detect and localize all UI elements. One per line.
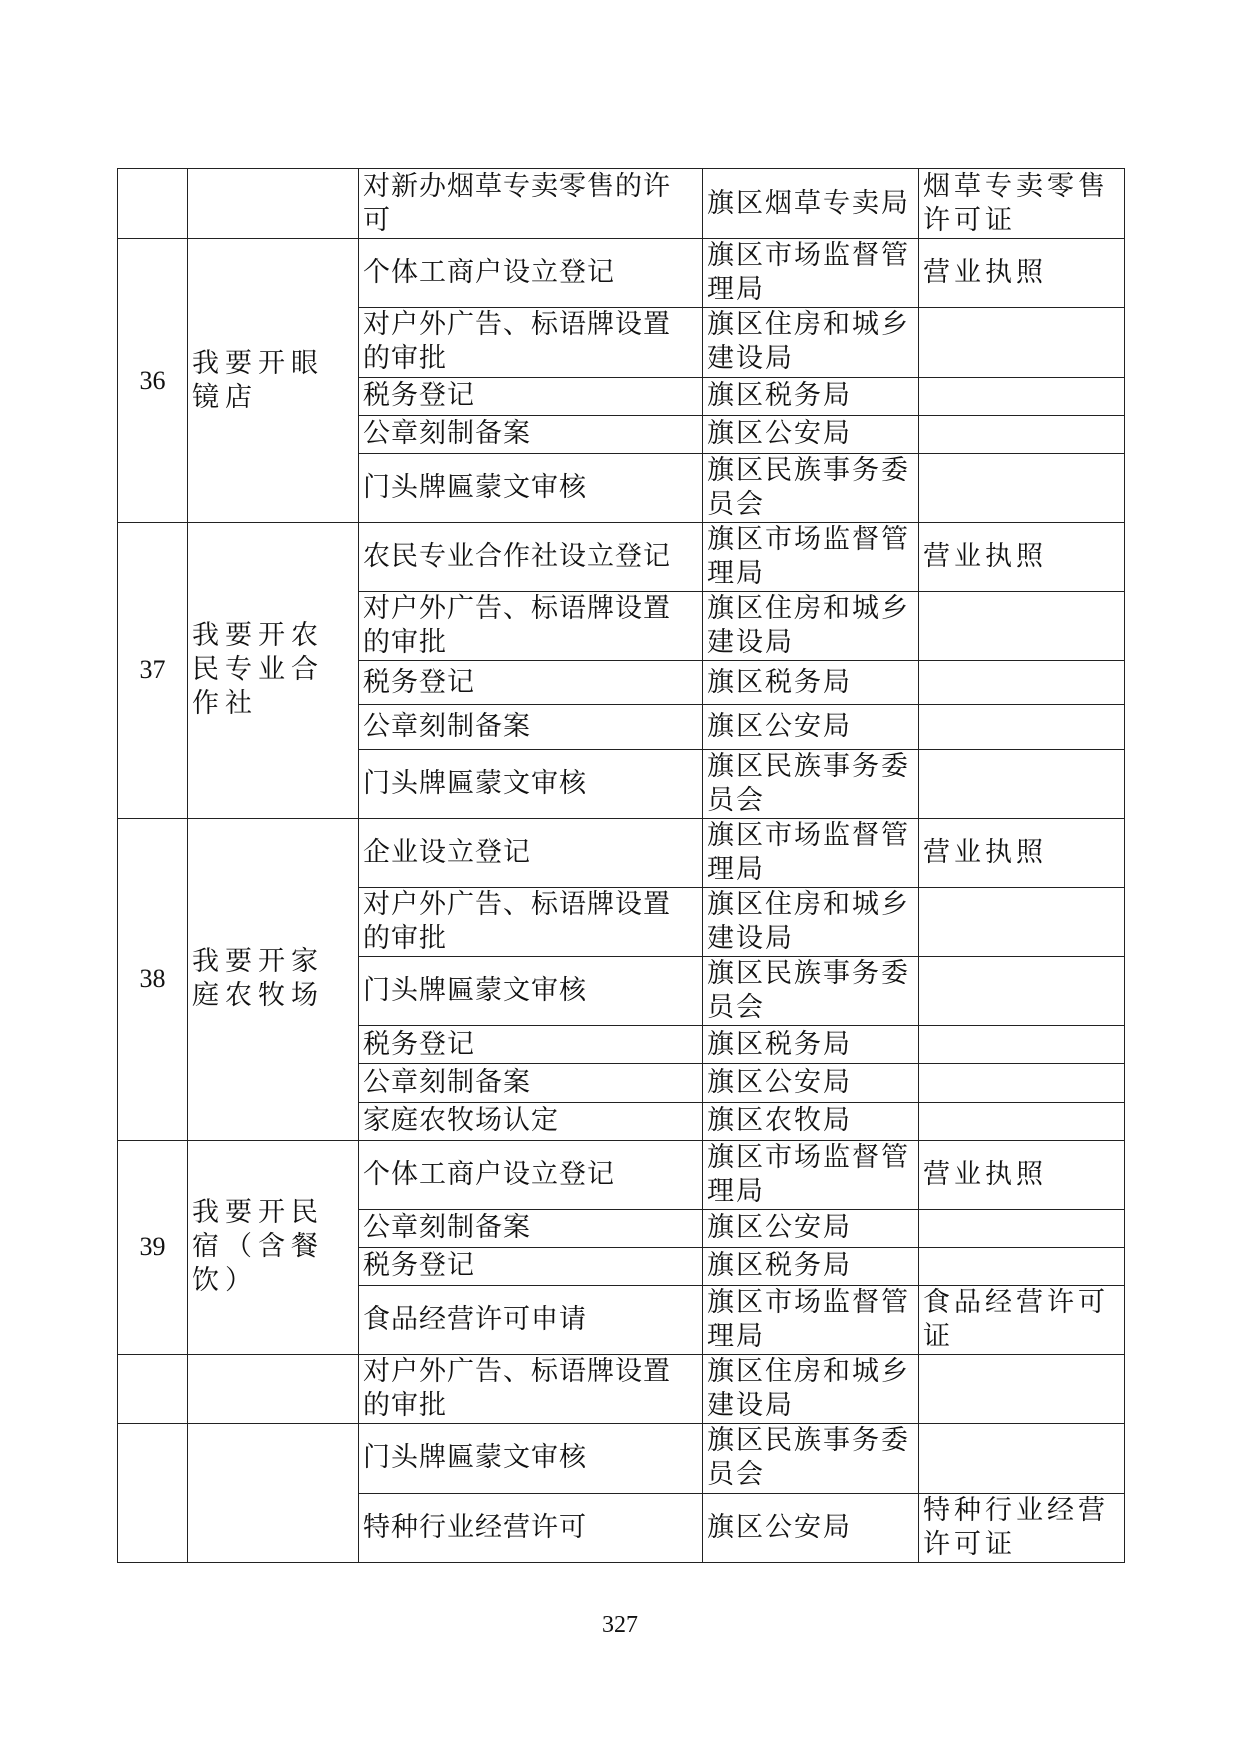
department-cell: 旗区公安局 [703,1064,919,1102]
license-cell [919,1026,1125,1064]
table-row [118,169,1125,239]
page-number: 327 [602,1612,638,1638]
department-cell: 旗区市场监督管理局 [703,818,919,887]
item-cell: 对户外广告、标语牌设置的审批 [359,308,703,377]
license-cell: 营业执照 [919,818,1125,887]
item-cell: 公章刻制备案 [359,1209,703,1247]
scenario-cell [188,1424,359,1563]
department-cell: 旗区市场监督管理局 [703,239,919,308]
scenario-cell: 我要开民宿（含餐饮） [188,1140,359,1355]
scenario-cell [188,1355,359,1424]
license-cell [919,308,1125,377]
license-cell [919,1102,1125,1140]
department-cell: 旗区公安局 [703,1209,919,1247]
scenario-cell: 我要开农民专业合作社 [188,522,359,818]
license-cell: 特种行业经营许可证 [919,1493,1125,1562]
license-cell [919,887,1125,956]
row-number: 37 [118,522,188,818]
department-cell: 旗区烟草专卖局 [703,169,919,239]
table-row [118,1355,1125,1424]
license-cell [919,1355,1125,1424]
department-cell: 旗区税务局 [703,1247,919,1285]
scenario-cell: 我要开眼镜店 [188,239,359,523]
license-cell: 营业执照 [919,1140,1125,1209]
row-number: 36 [118,239,188,523]
license-cell: 食品经营许可证 [919,1285,1125,1354]
scenario-cell: 我要开家庭农牧场 [188,818,359,1140]
row-number [118,169,188,239]
item-cell: 对新办烟草专卖零售的许可 [359,169,703,239]
license-cell [919,1424,1125,1493]
item-cell: 对户外广告、标语牌设置的审批 [359,592,703,661]
department-cell: 旗区民族事务委员会 [703,1424,919,1493]
license-cell [919,705,1125,749]
item-cell: 个体工商户设立登记 [359,239,703,308]
item-cell: 特种行业经营许可 [359,1493,703,1562]
item-cell: 农民专业合作社设立登记 [359,522,703,591]
item-cell: 税务登记 [359,1026,703,1064]
table-row [118,1424,1125,1493]
license-cell [919,1209,1125,1247]
department-cell: 旗区民族事务委员会 [703,453,919,522]
item-cell: 公章刻制备案 [359,415,703,453]
item-cell: 税务登记 [359,377,703,415]
department-cell: 旗区民族事务委员会 [703,957,919,1026]
license-cell [919,453,1125,522]
row-number: 39 [118,1140,188,1355]
item-cell: 公章刻制备案 [359,705,703,749]
table-row [118,818,1125,887]
department-cell: 旗区农牧局 [703,1102,919,1140]
item-cell: 食品经营许可申请 [359,1285,703,1354]
department-cell: 旗区民族事务委员会 [703,749,919,818]
department-cell: 旗区住房和城乡建设局 [703,308,919,377]
item-cell: 公章刻制备案 [359,1064,703,1102]
row-number [118,1424,188,1563]
license-cell [919,592,1125,661]
license-cell [919,957,1125,1026]
license-cell [919,749,1125,818]
department-cell: 旗区税务局 [703,1026,919,1064]
license-cell [919,661,1125,705]
row-number [118,1355,188,1424]
department-cell: 旗区公安局 [703,415,919,453]
department-cell: 旗区公安局 [703,1493,919,1562]
department-cell: 旗区市场监督管理局 [703,1140,919,1209]
item-cell: 税务登记 [359,661,703,705]
table-row [118,1140,1125,1209]
item-cell: 对户外广告、标语牌设置的审批 [359,887,703,956]
department-cell: 旗区市场监督管理局 [703,1285,919,1354]
department-cell: 旗区市场监督管理局 [703,522,919,591]
item-cell: 门头牌匾蒙文审核 [359,453,703,522]
item-cell: 企业设立登记 [359,818,703,887]
license-cell: 烟草专卖零售许可证 [919,169,1125,239]
license-cell [919,1064,1125,1102]
item-cell: 个体工商户设立登记 [359,1140,703,1209]
item-cell: 门头牌匾蒙文审核 [359,1424,703,1493]
item-cell: 门头牌匾蒙文审核 [359,957,703,1026]
department-cell: 旗区税务局 [703,661,919,705]
department-cell: 旗区税务局 [703,377,919,415]
license-cell [919,377,1125,415]
item-cell: 家庭农牧场认定 [359,1102,703,1140]
services-table [117,168,1125,1563]
department-cell: 旗区住房和城乡建设局 [703,887,919,956]
license-cell [919,415,1125,453]
license-cell: 营业执照 [919,239,1125,308]
item-cell: 门头牌匾蒙文审核 [359,749,703,818]
department-cell: 旗区住房和城乡建设局 [703,1355,919,1424]
scenario-cell [188,169,359,239]
department-cell: 旗区住房和城乡建设局 [703,592,919,661]
row-number: 38 [118,818,188,1140]
item-cell: 对户外广告、标语牌设置的审批 [359,1355,703,1424]
item-cell: 税务登记 [359,1247,703,1285]
license-cell [919,1247,1125,1285]
table-row [118,522,1125,591]
department-cell: 旗区公安局 [703,705,919,749]
license-cell: 营业执照 [919,522,1125,591]
table-row [118,239,1125,308]
